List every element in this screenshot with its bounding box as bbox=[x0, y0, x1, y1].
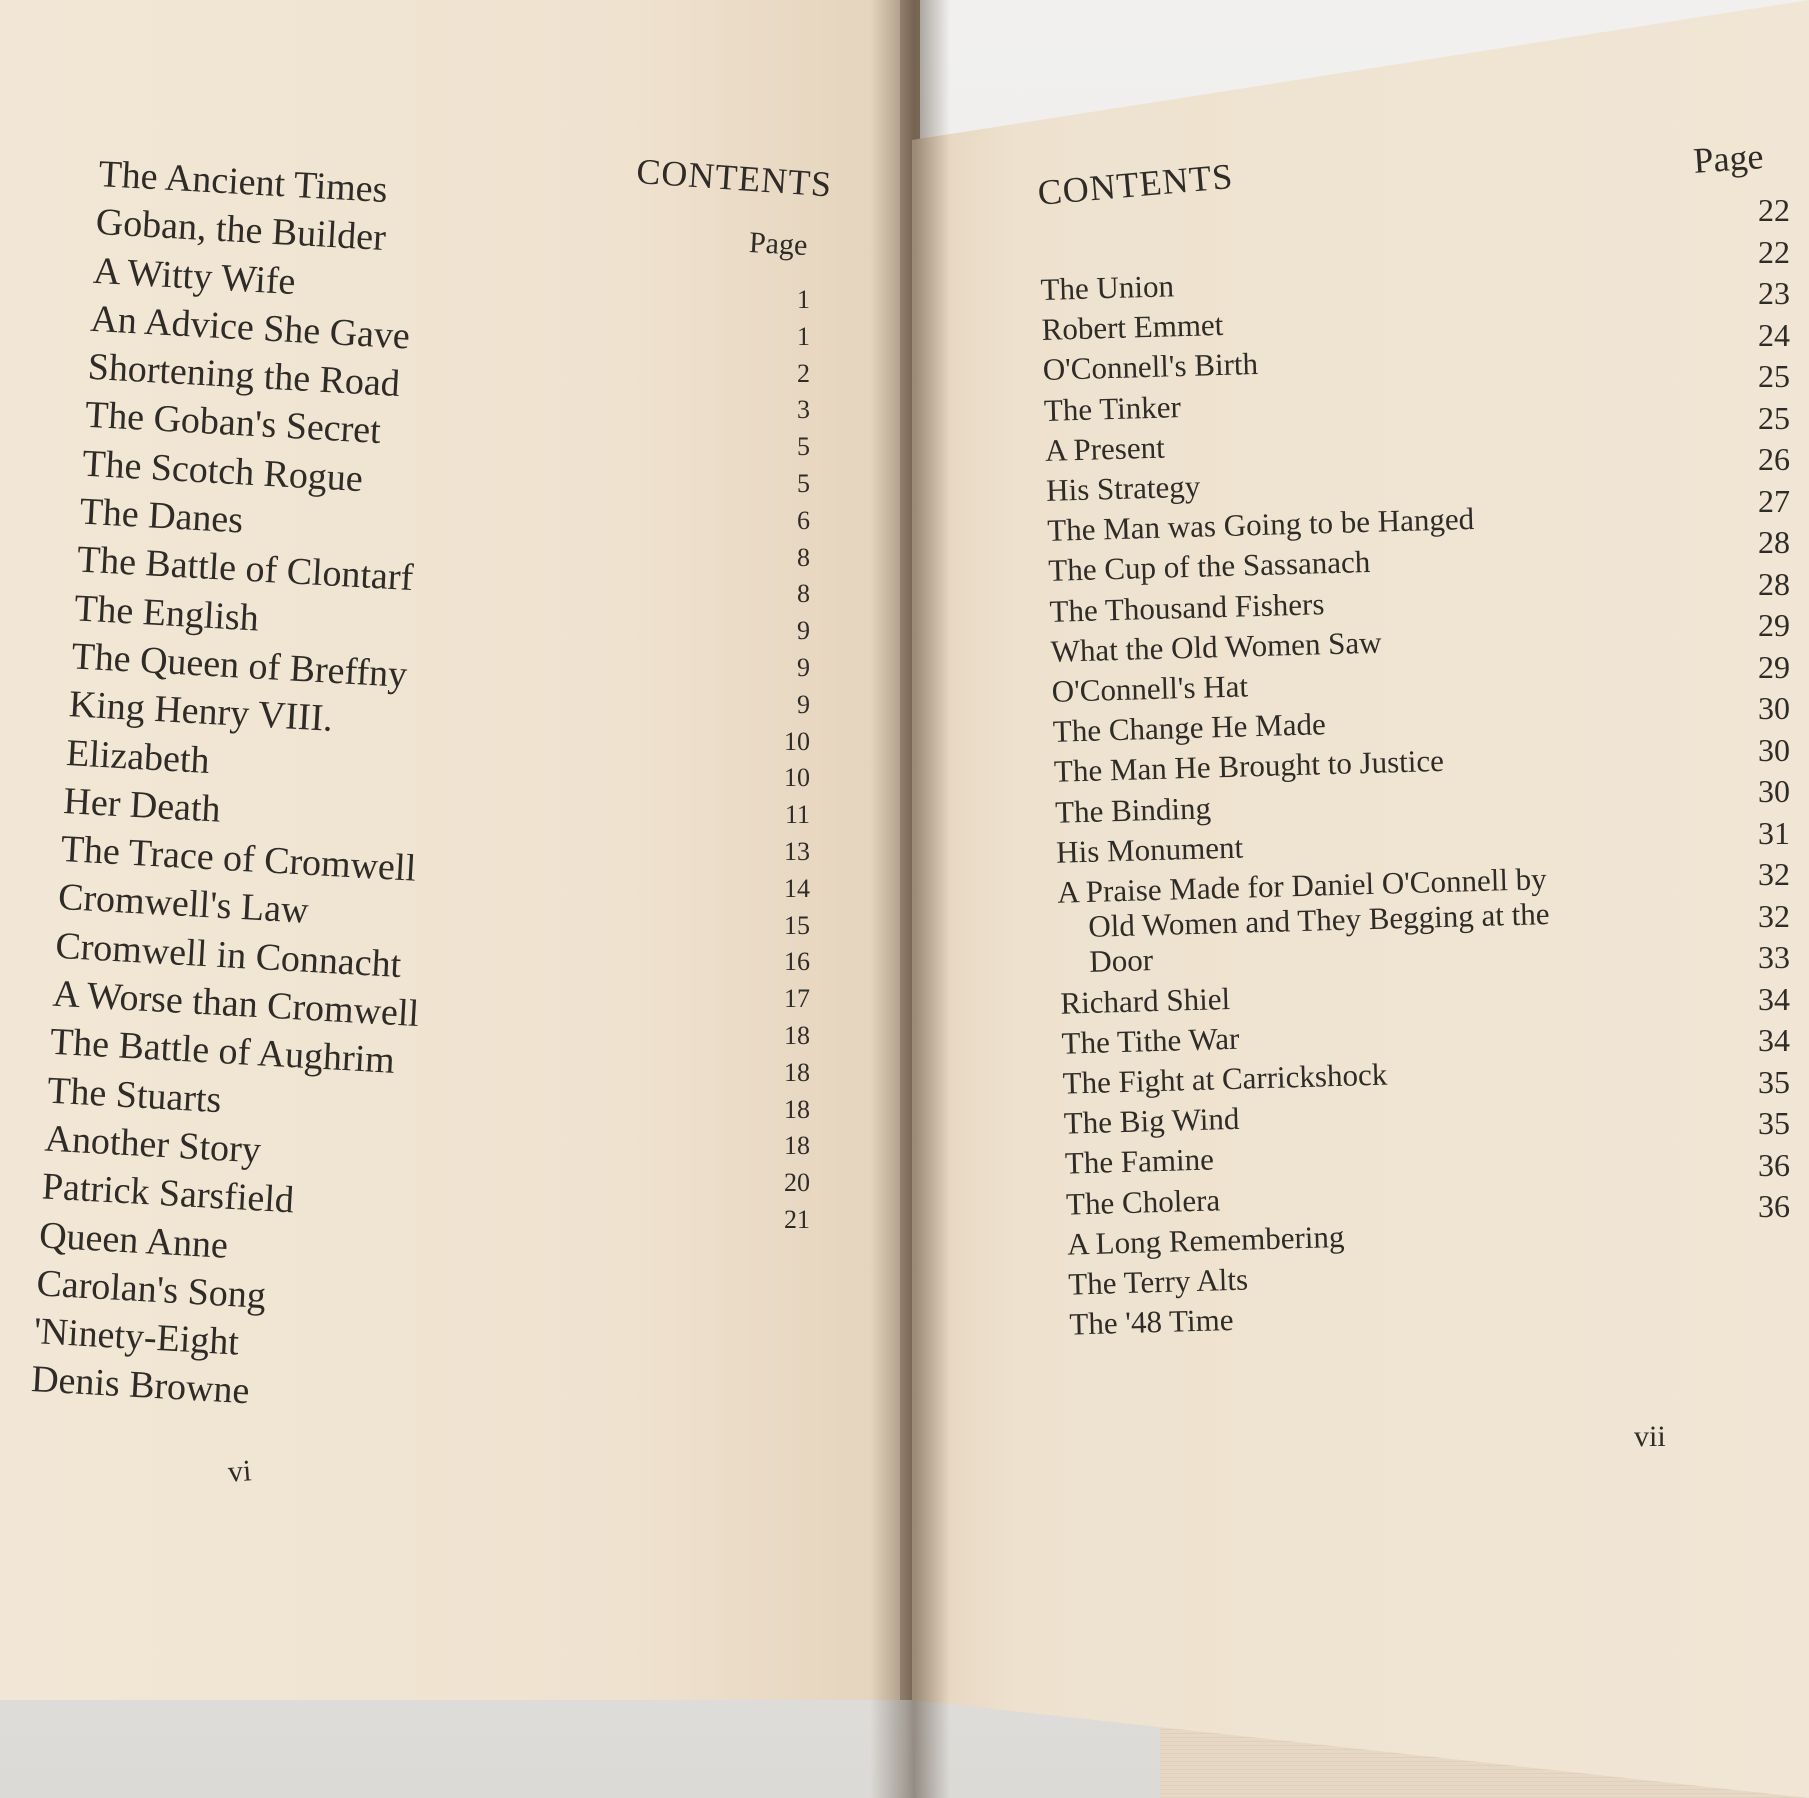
contents-entry-page: 9 bbox=[797, 652, 810, 682]
contents-entry-title: Carolan's Song bbox=[35, 1262, 268, 1317]
contents-entry-title: A Witty Wife bbox=[92, 249, 297, 303]
contents-entry-page: 32 bbox=[1758, 856, 1790, 892]
contents-entry-page: 11 bbox=[784, 800, 810, 830]
contents-entry-title: 'Ninety-Eight bbox=[32, 1310, 241, 1364]
contents-entry-title: His Strategy bbox=[1045, 468, 1201, 508]
contents-entry-title: The Tinker bbox=[1043, 388, 1182, 428]
contents-entry-title: An Advice She Gave bbox=[89, 297, 412, 358]
contents-entry-page: 34 bbox=[1758, 1022, 1790, 1058]
contents-entry-title: Queen Anne bbox=[38, 1213, 230, 1267]
contents-entry-page: 20 bbox=[784, 1168, 810, 1198]
right-title-list bbox=[1040, 252, 1710, 1345]
contents-entry-page: 35 bbox=[1758, 1063, 1790, 1100]
contents-entry-title: Denis Browne bbox=[30, 1358, 251, 1413]
contents-entry-title: Old Women and They Begging at the bbox=[1087, 896, 1550, 945]
contents-entry-page: 14 bbox=[784, 873, 810, 903]
contents-entry-title: Shortening the Road bbox=[86, 345, 401, 406]
contents-entry-title: The Change He Made bbox=[1052, 706, 1327, 750]
contents-entry-page: 1 bbox=[797, 285, 810, 314]
contents-entry-page: 22 bbox=[1758, 192, 1790, 228]
contents-entry-page: 30 bbox=[1758, 773, 1790, 809]
contents-entry-page: 34 bbox=[1758, 980, 1790, 1017]
contents-entry-title: Her Death bbox=[62, 779, 222, 831]
contents-entry-title: The Danes bbox=[78, 490, 245, 542]
contents-entry-page: 28 bbox=[1758, 565, 1790, 602]
contents-entry-title: A Present bbox=[1044, 429, 1166, 468]
right-contents-heading: CONTENTS bbox=[1036, 155, 1235, 213]
contents-entry-page: 5 bbox=[797, 468, 810, 498]
contents-entry-title: The Trace of Cromwell bbox=[59, 828, 418, 890]
contents-entry-title: The Union bbox=[1040, 268, 1175, 307]
contents-entry-title: The Scotch Rogue bbox=[81, 442, 364, 500]
contents-entry-page: 24 bbox=[1758, 316, 1790, 353]
contents-entry-title: The Binding bbox=[1054, 790, 1212, 830]
contents-entry-title: King Henry VIII. bbox=[67, 683, 334, 741]
contents-entry-page: 13 bbox=[784, 836, 810, 866]
left-title-list bbox=[30, 150, 619, 1433]
contents-entry-page: 10 bbox=[784, 726, 810, 756]
contents-entry-page: 25 bbox=[1758, 358, 1790, 394]
contents-entry-page: 18 bbox=[784, 1020, 810, 1050]
contents-entry-page: 17 bbox=[784, 984, 810, 1014]
contents-entry-page: 15 bbox=[784, 910, 810, 940]
contents-entry-page: 35 bbox=[1758, 1105, 1790, 1141]
left-folio: vi bbox=[226, 1454, 253, 1489]
contents-entry-title: Cromwell's Law bbox=[57, 876, 310, 933]
contents-entry-title: O'Connell's Hat bbox=[1051, 668, 1249, 709]
contents-entry-title: A Long Remembering bbox=[1066, 1218, 1345, 1262]
contents-entry-page: 28 bbox=[1758, 524, 1790, 560]
left-contents-heading: CONTENTS bbox=[635, 150, 834, 205]
contents-entry-page: 6 bbox=[797, 505, 810, 535]
contents-entry-title: What the Old Women Saw bbox=[1050, 624, 1382, 669]
contents-entry-title: The Ancient Times bbox=[97, 152, 389, 212]
contents-entry-page: 36 bbox=[1758, 1188, 1790, 1224]
left-page-column-label: Page bbox=[748, 226, 809, 263]
contents-entry-title: The Terry Alts bbox=[1067, 1261, 1249, 1302]
contents-entry-page: 8 bbox=[797, 542, 810, 572]
right-page-column-label: Page bbox=[1692, 136, 1765, 181]
contents-entry-title: Richard Shiel bbox=[1059, 980, 1231, 1021]
contents-entry-page: 25 bbox=[1758, 399, 1790, 436]
contents-entry-title: The Battle of Aughrim bbox=[48, 1020, 396, 1083]
right-page-number-list bbox=[1700, 190, 1790, 1228]
contents-entry-title: The Cholera bbox=[1065, 1182, 1221, 1222]
contents-entry-title: Cromwell in Connacht bbox=[54, 924, 403, 986]
contents-entry-page: 33 bbox=[1758, 939, 1790, 975]
contents-entry-page: 18 bbox=[784, 1057, 810, 1087]
contents-entry-page: 29 bbox=[1758, 648, 1790, 685]
contents-entry-page: 18 bbox=[784, 1131, 810, 1161]
contents-entry-title: A Praise Made for Daniel O'Connell by bbox=[1056, 861, 1548, 910]
contents-entry-page: 2 bbox=[797, 358, 810, 388]
contents-entry-title: The English bbox=[73, 586, 260, 640]
contents-entry-title: The Tithe War bbox=[1061, 1020, 1240, 1061]
contents-entry-page: 9 bbox=[797, 616, 810, 646]
contents-entry-title: Patrick Sarsfield bbox=[40, 1165, 296, 1222]
contents-entry-title: The Queen of Breffny bbox=[70, 635, 409, 696]
contents-entry-page: 31 bbox=[1758, 814, 1790, 851]
contents-entry-page: 30 bbox=[1758, 731, 1790, 768]
contents-entry-title: The Stuarts bbox=[46, 1069, 223, 1121]
contents-entry-title: The Man He Brought to Justice bbox=[1053, 743, 1445, 790]
contents-entry-title: Another Story bbox=[43, 1117, 262, 1172]
contents-entry-title: Goban, the Builder bbox=[94, 201, 387, 260]
contents-entry-title: The Man was Going to be Hanged bbox=[1046, 501, 1475, 549]
contents-entry-title: The Battle of Clontarf bbox=[75, 538, 415, 600]
contents-entry-title: Elizabeth bbox=[65, 731, 211, 782]
contents-entry-title: The Fight at Carrickshock bbox=[1062, 1056, 1388, 1101]
contents-entry-page: 30 bbox=[1758, 690, 1790, 726]
contents-entry-title: The Thousand Fishers bbox=[1049, 585, 1325, 629]
contents-entry-page: 29 bbox=[1758, 607, 1790, 643]
contents-entry-page: 18 bbox=[784, 1094, 810, 1124]
left-page-number-list bbox=[730, 282, 810, 1239]
contents-entry-page: 8 bbox=[797, 579, 810, 609]
contents-entry-title: The Famine bbox=[1064, 1141, 1215, 1182]
contents-entry-page: 21 bbox=[784, 1204, 810, 1234]
contents-entry-title: A Worse than Cromwell bbox=[51, 972, 421, 1036]
spine-gutter bbox=[870, 0, 950, 1798]
contents-entry-page: 3 bbox=[797, 395, 810, 425]
contents-entry-page: 26 bbox=[1758, 441, 1790, 477]
contents-entry-page: 9 bbox=[797, 689, 810, 719]
contents-entry-page: 1 bbox=[797, 321, 810, 351]
contents-entry-title: Door bbox=[1088, 942, 1154, 980]
contents-entry-page: 5 bbox=[797, 432, 810, 462]
contents-entry-title: The Big Wind bbox=[1063, 1101, 1240, 1141]
contents-entry-page: 36 bbox=[1758, 1146, 1790, 1183]
contents-entry-page: 23 bbox=[1758, 275, 1790, 311]
contents-entry-title: The Goban's Secret bbox=[84, 394, 382, 453]
contents-entry-page: 22 bbox=[1758, 233, 1790, 270]
right-folio: vii bbox=[1634, 1420, 1666, 1453]
contents-entry-page: 27 bbox=[1758, 482, 1790, 519]
contents-entry-title: The '48 Time bbox=[1068, 1302, 1234, 1342]
contents-entry-page: 10 bbox=[784, 763, 810, 793]
contents-entry-title: O'Connell's Birth bbox=[1042, 346, 1259, 388]
contents-entry-page: 32 bbox=[1758, 897, 1790, 934]
contents-entry-title: The Cup of the Sassanach bbox=[1047, 544, 1371, 589]
contents-entry-title: His Monument bbox=[1055, 829, 1244, 870]
contents-entry-page: 16 bbox=[784, 947, 810, 977]
contents-entry-title: Robert Emmet bbox=[1041, 307, 1224, 348]
